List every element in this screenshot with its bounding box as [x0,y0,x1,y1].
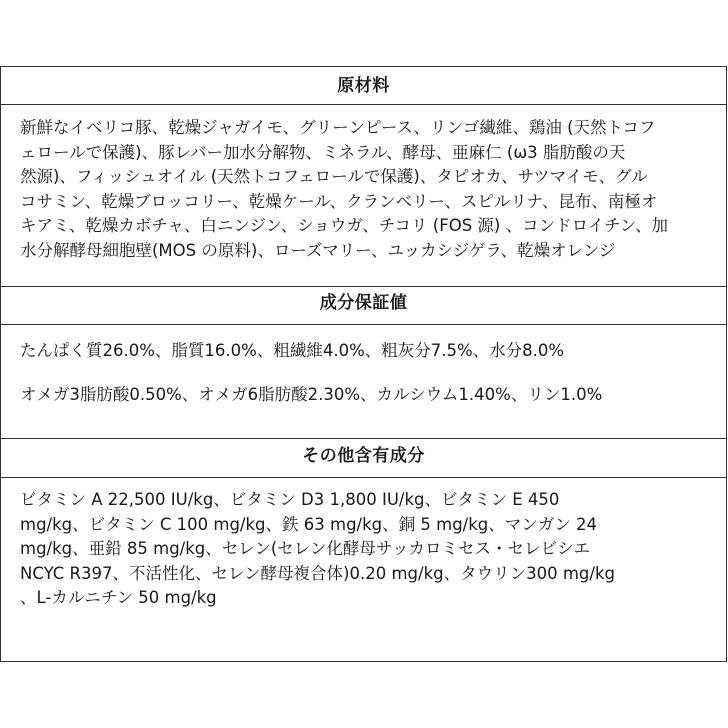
other-contents-line: ビタミン A 22,500 IU/kg、ビタミン D3 1,800 IU/kg、ビタミン E 450 [20,490,560,509]
ingredients-line: 然源)、フィッシュオイル (天然トコフェロールで保護)、タピオカ、サツマイモ、グル [20,167,648,186]
other-contents-line: NCYC R397、不活性化、セレン酵母複合体)0.20 mg/kg、タウリン300 mg/kg [20,563,615,583]
other-contents-line: 、L-カルニチン 50 mg/kg [20,588,217,607]
other-contents-line: mg/kg、ビタミン C 100 mg/kg、鉄 63 mg/kg、銅 5 mg/kg、マンガン 24 [20,514,598,534]
ingredients-line: ェロールで保護)、豚レバー加水分解物、ミネラル、酵母、亜麻仁 (ω3 脂肪酸の天 [20,142,626,162]
divider [1,286,726,287]
guaranteed-analysis-line: オメガ3脂肪酸0.50%、オメガ6脂肪酸2.30%、カルシウム1.40%、リン1.0% [20,385,603,404]
ingredients-line: コサミン、乾燥ブロッコリー、乾燥ケール、クランベリー、スピルリナ、昆布、南極オ [20,191,658,211]
divider [1,104,726,105]
divider [1,324,726,325]
ingredients-table [0,66,727,662]
ingredients-heading: 原材料 [337,76,390,96]
divider [1,438,726,439]
guaranteed-analysis-heading: 成分保証値 [319,293,408,313]
ingredients-body [1,116,726,263]
guaranteed-analysis-line: たんぱく質26.0%、脂質16.0%、粗繊維4.0%、粗灰分7.5%、水分8.0% [20,341,565,360]
ingredients-line: キアミ、乾燥カボチャ、白ニンジン、ショウガ、チコリ (FOS 源) 、コンドロイチン、加 [20,216,668,235]
other-contents-line: mg/kg、亜鉛 85 mg/kg、セレン(セレン化酵母サッカロミセス・セレビシエ [20,539,591,558]
other-contents-body [1,488,726,611]
divider [1,477,726,478]
ingredients-line: 水分解酵母細胞壁(MOS の原料)、ローズマリー、ユッカシジゲラ、乾燥オレンジ [20,240,616,260]
ingredients-line: 新鮮なイベリコ豚、乾燥ジャガイモ、グリーンピース、リンゴ繊維、鶏油 (天然トコフ [20,118,656,137]
other-contents-heading: その他含有成分 [302,446,425,466]
